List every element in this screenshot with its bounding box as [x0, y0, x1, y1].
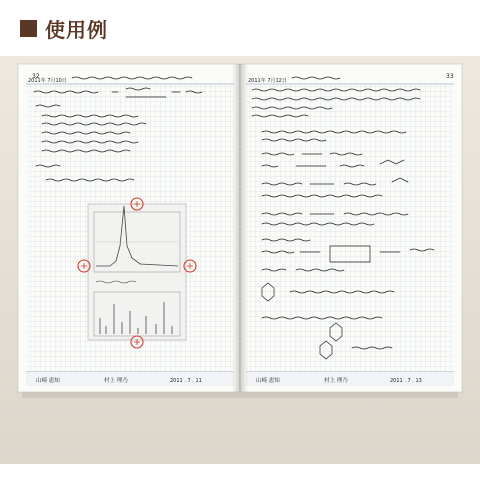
right-footer-checker: 村上 理乃: [324, 378, 348, 384]
right-page: [240, 64, 462, 392]
left-footer-checker: 村上 理乃: [104, 378, 128, 384]
left-date-line: 2011年 7月10日: [28, 78, 67, 84]
taped-chart-print: [88, 204, 186, 340]
right-page-number: 33: [446, 73, 454, 80]
left-footer-date: 2011 . 7 . 11: [170, 378, 202, 384]
notebook-photo: [0, 56, 480, 464]
left-footer-name: 山崎 恵知: [36, 378, 60, 384]
section-title: 使用例: [45, 17, 108, 42]
right-footer-date: 2011 . 7 . 13: [390, 378, 422, 384]
right-footer-name: 山崎 恵知: [256, 378, 280, 384]
right-date-line: 2011年 7月12日: [248, 78, 287, 84]
square-bullet-icon: [20, 20, 37, 37]
notebook-gutter: [232, 64, 248, 392]
left-page-number: 32: [32, 73, 40, 80]
section-header: [20, 14, 108, 42]
